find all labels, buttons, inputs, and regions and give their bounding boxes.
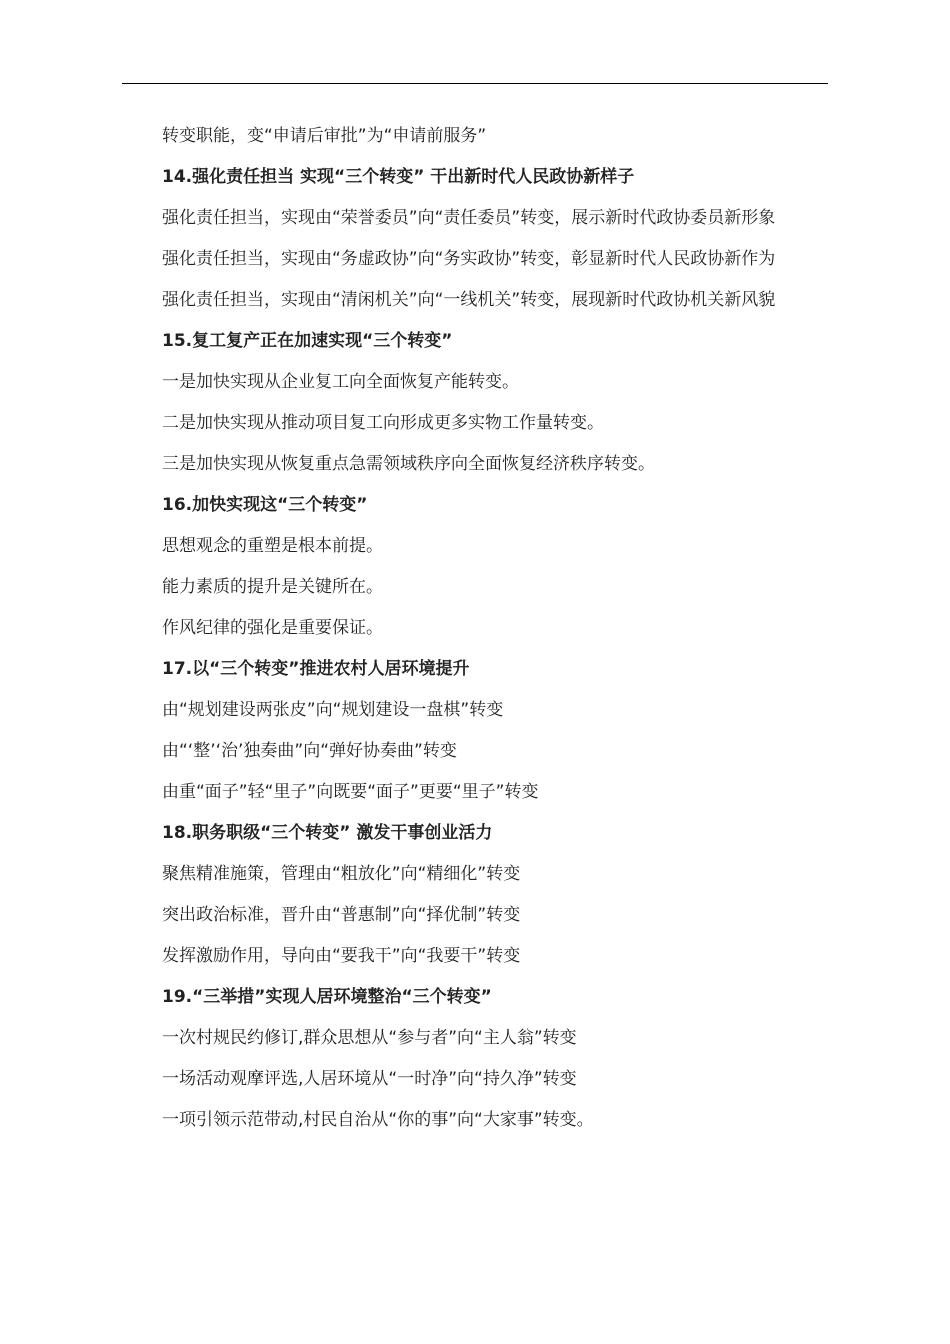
paragraph: 强化责任担当，实现由“务虚政协”向“务实政协”转变，彰显新时代人民政协新作为 (162, 249, 776, 269)
paragraph: 强化责任担当，实现由“荣誉委员”向“责任委员”转变，展示新时代政协委员新形象 (162, 208, 776, 228)
paragraph: 由“规划建设两张皮”向“规划建设一盘棋”转变 (162, 700, 504, 720)
paragraph: 一次村规民约修订,群众思想从“参与者”向“主人翁”转变 (162, 1028, 577, 1048)
section-heading-17: 17.以“三个转变”推进农村人居环境提升 (162, 659, 470, 679)
paragraph: 能力素质的提升是关键所在。 (162, 577, 383, 597)
section-heading-16: 16.加快实现这“三个转变” (162, 495, 368, 515)
paragraph: 发挥激励作用，导向由“要我干”向“我要干”转变 (162, 946, 521, 966)
paragraph: 二是加快实现从推动项目复工向形成更多实物工作量转变。 (162, 413, 604, 433)
paragraph: 转变职能，变“申请后审批”为“申请前服务” (162, 126, 487, 146)
section-heading-15: 15.复工复产正在加速实现“三个转变” (162, 331, 453, 351)
paragraph: 由“‘整’‘治’独奏曲”向“弹好协奏曲”转变 (162, 741, 457, 761)
paragraph: 一场活动观摩评选,人居环境从“一时净”向“持久净”转变 (162, 1069, 577, 1089)
section-heading-14: 14.强化责任担当 实现“三个转变” 干出新时代人民政协新样子 (162, 167, 635, 187)
paragraph: 一项引领示范带动,村民自治从“你的事”向“大家事”转变。 (162, 1110, 594, 1130)
paragraph: 突出政治标准，晋升由“普惠制”向“择优制”转变 (162, 905, 521, 925)
paragraph: 思想观念的重塑是根本前提。 (162, 536, 383, 556)
paragraph: 强化责任担当，实现由“清闲机关”向“一线机关”转变，展现新时代政协机关新风貌 (162, 290, 776, 310)
document-body (122, 124, 828, 1149)
section-heading-18: 18.职务职级“三个转变” 激发干事创业活力 (162, 823, 493, 843)
section-heading-19: 19.“三举措”实现人居环境整治“三个转变” (162, 987, 492, 1007)
paragraph: 作风纪律的强化是重要保证。 (162, 618, 383, 638)
header-rule (122, 83, 828, 84)
paragraph: 由重“面子”轻“里子”向既要“面子”更要“里子”转变 (162, 782, 539, 802)
paragraph: 三是加快实现从恢复重点急需领域秩序向全面恢复经济秩序转变。 (162, 454, 655, 474)
paragraph: 一是加快实现从企业复工向全面恢复产能转变。 (162, 372, 519, 392)
paragraph: 聚焦精准施策，管理由“粗放化”向“精细化”转变 (162, 864, 521, 884)
